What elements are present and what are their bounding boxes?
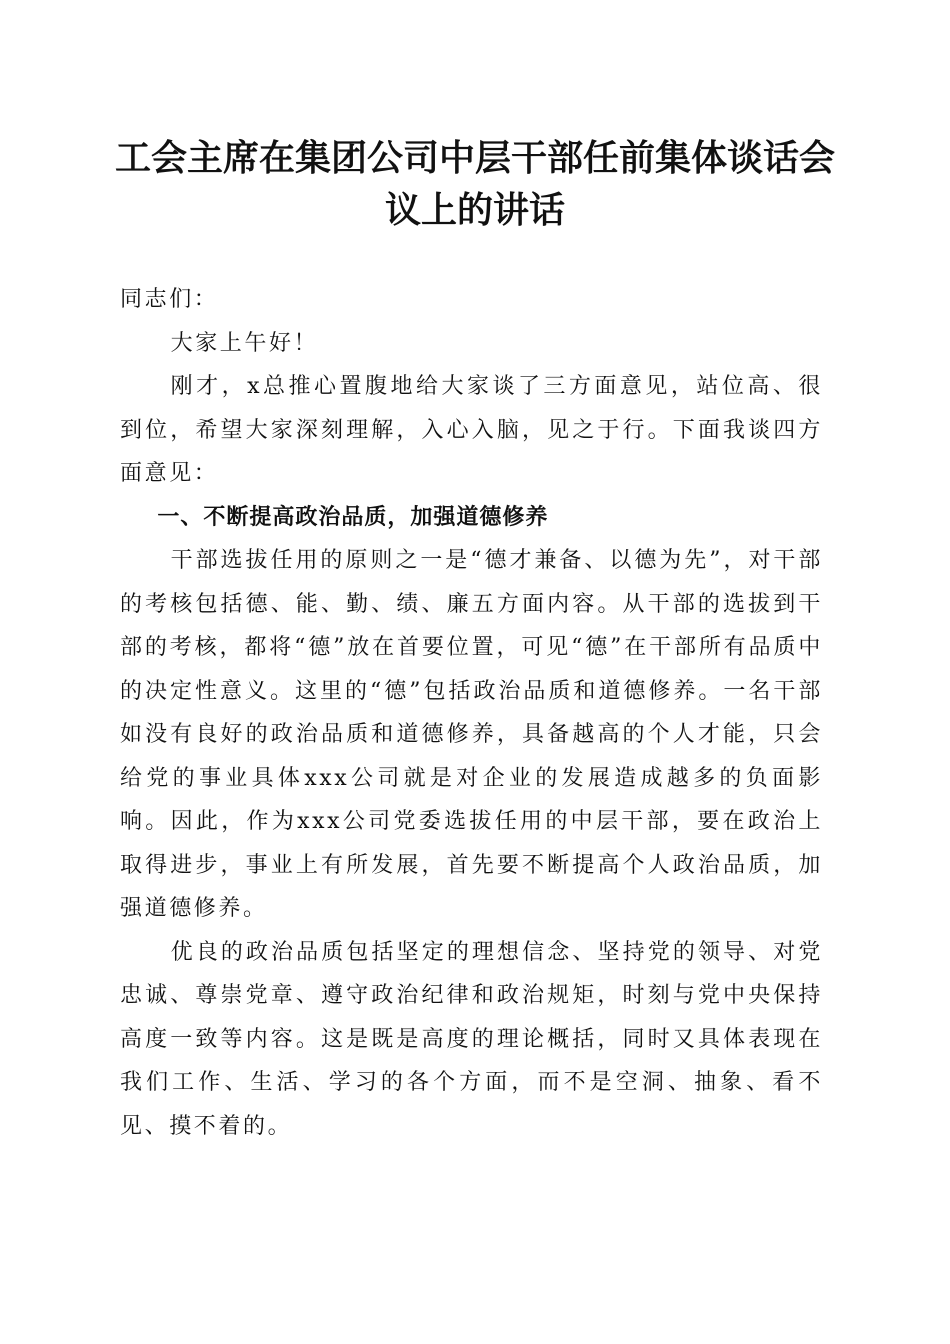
salutation: 同志们： <box>120 287 219 312</box>
section-heading: 一、不断提高政治品质，加强道德修养 <box>157 504 549 530</box>
greeting: 大家上午好！ <box>170 330 319 356</box>
section-paragraph: 干部选拔任用的原则之一是“德才兼备、以德为先”，对干部的考核包括德、能、勤、绩、廉五方面内容。从干部的选拔到干部的考核，都将“德”放在首要位置，可见“德”在干部所有品质中的决定性意义。这里的“德”包括政治品质和道德修养。一名干部如没有良好的政治品质和道德修养，具备越高的个人才能，只会给党的事业具体xxx公司就是对企业的发展造成越多的负面影响。因此，作为xxx公司党委选拔任用的中层干部，要在政治上取得进步，事业上有所发展，首先要不断提高个人政治品质，加强道德修养。 <box>120 548 823 921</box>
document-title: 工会主席在集团公司中层干部任前集体谈话会议上的讲话 <box>114 137 835 231</box>
document-body <box>120 278 823 1148</box>
section-paragraph: 优良的政治品质包括坚定的理想信念、坚持党的领导、对党忠诚、尊崇党章、遵守政治纪律和政治规矩，时刻与党中央保持高度一致等内容。这是既是高度的理论概括，同时又具体表现在我们工作、生活、学习的各个方面，而不是空洞、抽象、看不见、摸不着的。 <box>120 939 823 1139</box>
intro-paragraph: 刚才，x总推心置腹地给大家谈了三方面意见，站位高、很到位，希望大家深刻理解，入心入脑，见之于行。下面我谈四方面意见： <box>120 374 823 486</box>
